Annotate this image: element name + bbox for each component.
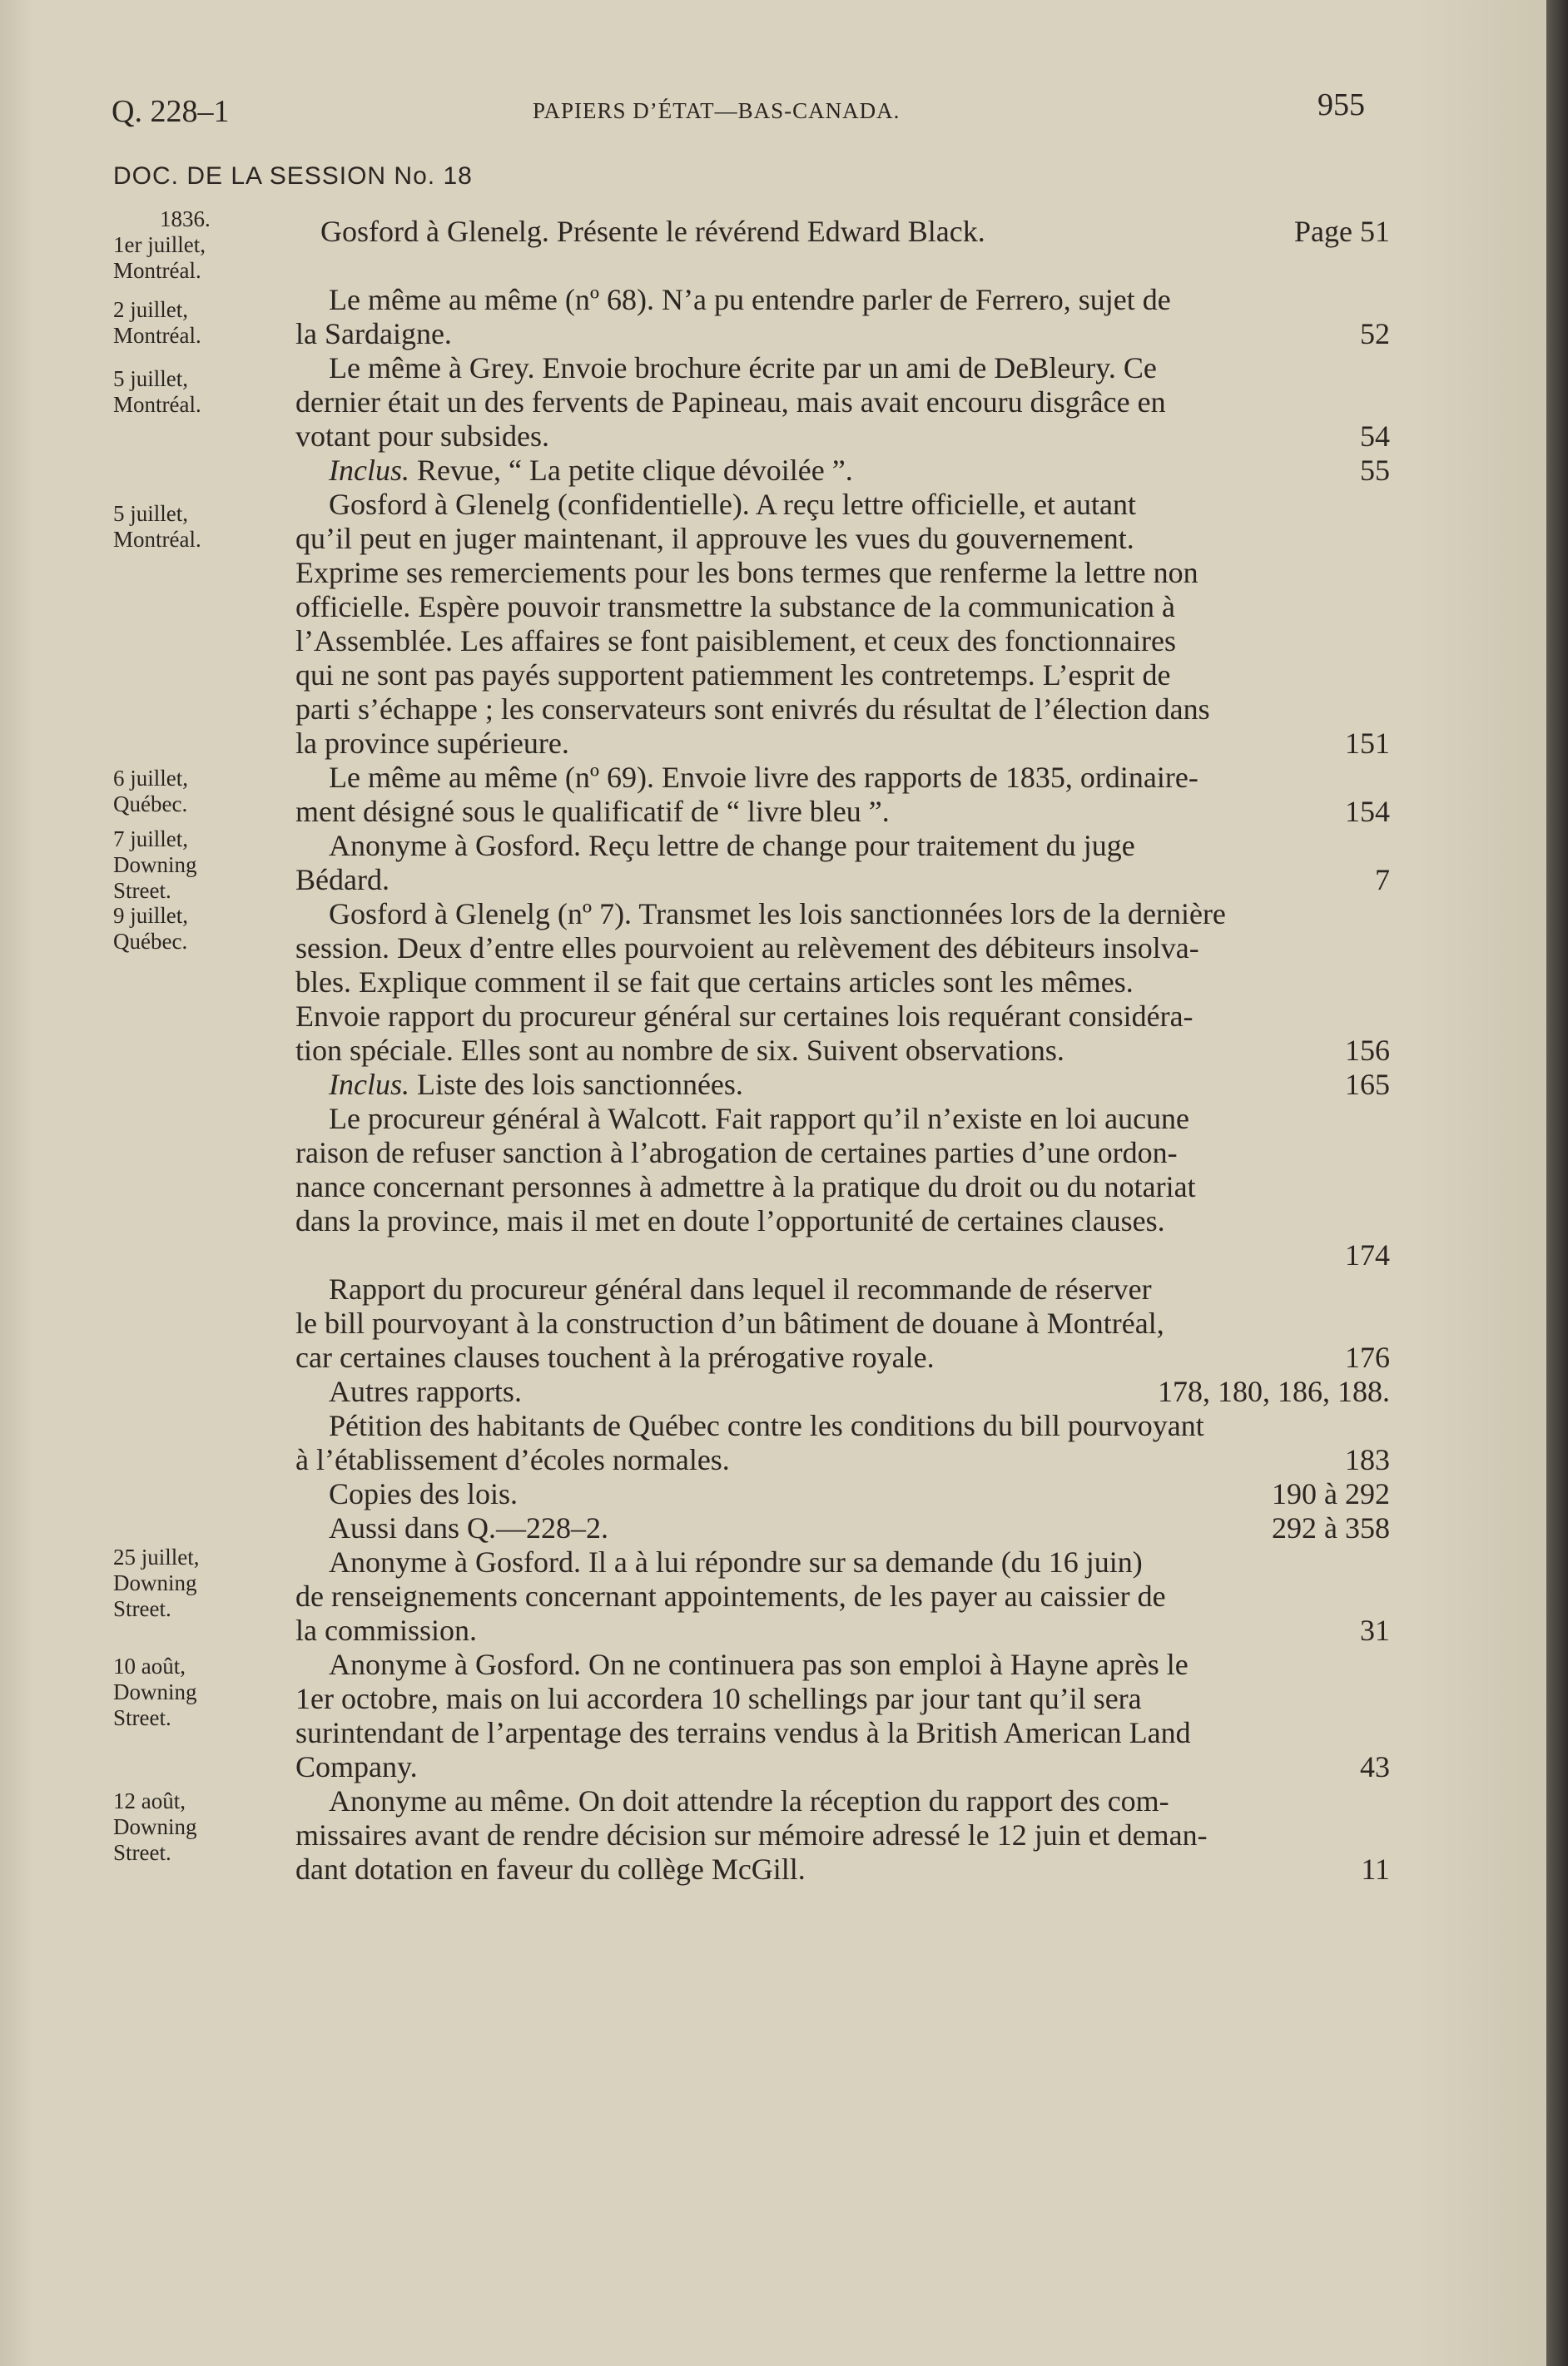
entry-line (295, 1477, 1390, 1511)
entry-text: session. Deux d’entre elles pourvoient au relèvement des débiteurs insolva- (295, 931, 1199, 965)
entry-text: dernier était un des fervents de Papineau, mais avait encouru disgrâce en (295, 385, 1166, 419)
entry-line (295, 965, 1390, 999)
entry-text: la province supérieure. (295, 727, 569, 760)
margin-date-line: Downing (113, 1814, 197, 1839)
entry-text: ment désigné sous le qualificatif de “ livre bleu ”. (295, 795, 890, 828)
entry-line (295, 1170, 1390, 1204)
margin-date (113, 766, 255, 817)
entry-line (295, 590, 1390, 624)
page-reference: 31 (1360, 1614, 1390, 1647)
entry-line (295, 1818, 1390, 1853)
entry-line (295, 1682, 1390, 1716)
entry-line (295, 727, 1390, 761)
entry-text: parti s’échappe ; les conservateurs sont enivrés du résultat de l’élection dans (295, 692, 1210, 726)
page-reference: 156 (1345, 1034, 1390, 1067)
entry-text: Le même au même (nº 68). N’a pu entendre parler de Ferrero, sujet de (329, 283, 1171, 316)
margin-date-line: 1er juillet, (113, 232, 206, 257)
entry-block (295, 283, 1390, 1887)
entry-text: Anonyme à Gosford. Il a à lui répondre sur sa demande (du 16 juin) (329, 1545, 1143, 1579)
margin-date-line: 5 juillet, (113, 501, 188, 526)
page-reference: 178, 180, 186, 188. (1158, 1375, 1390, 1408)
margin-date-line: 1836. (160, 206, 211, 231)
entry-text: de renseignements concernant appointements, de les payer au caissier de (295, 1580, 1166, 1613)
margin-date-line: 5 juillet, (113, 366, 188, 391)
entry-line (295, 1204, 1390, 1238)
entry-text: le bill pourvoyant à la construction d’un bâtiment de douane à Montréal, (295, 1307, 1164, 1340)
entry-text: Inclus. Revue, “ La petite clique dévoilée ”. (329, 454, 853, 487)
entry-line (295, 1545, 1390, 1580)
margin-date-line: Street. (113, 1840, 171, 1865)
book-binding (1546, 0, 1568, 2366)
page-reference: 11 (1361, 1853, 1390, 1886)
entry-line (295, 1136, 1390, 1170)
entry-text: Anonyme à Gosford. On ne continuera pas son emploi à Hayne après le (329, 1648, 1188, 1681)
entry-text: Le procureur général à Walcott. Fait rapport qu’il n’existe en loi aucune (329, 1102, 1190, 1135)
entry-line (295, 999, 1390, 1034)
entry-text: Exprime ses remerciements pour les bons termes que renferme la lettre non (295, 556, 1198, 589)
entry-line (295, 1716, 1390, 1750)
page-reference: 292 à 358 (1272, 1511, 1390, 1545)
entry-text: nance concernant personnes à admettre à la pratique du droit ou du notariat (295, 1170, 1196, 1203)
entry-text: Copies des lois. (329, 1477, 519, 1510)
entry-line (295, 829, 1390, 863)
margin-date-line: 25 juillet, (113, 1545, 200, 1570)
entry-line (295, 1409, 1390, 1443)
margin-date (113, 903, 255, 955)
page-reference: 7 (1375, 863, 1390, 896)
entry-text: à l’établissement d’écoles normales. (295, 1443, 730, 1476)
margin-date-line: Street. (113, 1596, 171, 1621)
margin-date-line: Street. (113, 878, 171, 903)
margin-date-line: Downing (113, 1570, 197, 1595)
entry-line (295, 1102, 1390, 1136)
entry-text: Anonyme à Gosford. Reçu lettre de change pour traitement du juge (329, 829, 1135, 862)
entry-text: 1er octobre, mais on lui accordera 10 schellings par jour tant qu’il sera (295, 1682, 1142, 1715)
entry-text: Anonyme au même. On doit attendre la réception du rapport des com- (329, 1784, 1169, 1818)
margin-date-line: Montréal. (113, 527, 201, 552)
margin-date-line: Downing (113, 852, 197, 877)
entry-text: Bédard. (295, 863, 390, 896)
entry-text: dant dotation en faveur du collège McGill. (295, 1853, 806, 1886)
entry-line (295, 1375, 1390, 1409)
entry-text: Envoie rapport du procureur général sur certaines lois requérant considéra- (295, 999, 1193, 1033)
entry-text: Gosford à Glenelg (nº 7). Transmet les lois sanctionnées lors de la dernière (329, 897, 1226, 930)
entry-line (295, 419, 1390, 454)
page-reference: 43 (1360, 1750, 1390, 1783)
entry-line (295, 1853, 1390, 1887)
margin-date-line: 6 juillet, (113, 766, 188, 791)
entry-line (295, 1580, 1390, 1614)
page-reference: 174 (1345, 1238, 1390, 1272)
entry-line (295, 1307, 1390, 1341)
entry-text: missaires avant de rendre décision sur mémoire adressé le 12 juin et deman- (295, 1818, 1208, 1852)
entry-line (295, 1034, 1390, 1068)
entry-line (295, 385, 1390, 419)
margin-date (113, 1788, 255, 1866)
margin-date-line: Montréal. (113, 258, 201, 283)
margin-date-line: Downing (113, 1679, 197, 1704)
entry-line (295, 1614, 1390, 1648)
margin-date (113, 297, 255, 349)
margin-date-line: Québec. (113, 791, 188, 816)
margin-date-line: 2 juillet, (113, 297, 188, 322)
entry-line (295, 1341, 1390, 1375)
entry-line (295, 1648, 1390, 1682)
entry-line (295, 454, 1390, 488)
entry-text: Gosford à Glenelg. Présente le révérend Edward Black. (320, 215, 985, 248)
entry-text: Gosford à Glenelg (confidentielle). A reçu lettre officielle, et autant (329, 488, 1136, 521)
entry-line (295, 897, 1390, 931)
entry-line (295, 556, 1390, 590)
page-number: 955 (1317, 87, 1365, 122)
entry-text: Autres rapports. (329, 1375, 522, 1408)
entry-line (295, 795, 1390, 829)
page-reference: 52 (1360, 317, 1390, 350)
entry-text: Rapport du procureur général dans lequel il recommande de réserver (329, 1272, 1152, 1306)
entry-line (295, 351, 1390, 385)
entry-text: officielle. Espère pouvoir transmettre la substance de la communication à (295, 590, 1175, 623)
entry-text: surintendant de l’arpentage des terrains vendus à la British American Land (295, 1716, 1191, 1749)
entry-text: car certaines clauses touchent à la prérogative royale. (295, 1341, 935, 1374)
entry-line (295, 863, 1390, 897)
entry-text: votant pour subsides. (295, 419, 549, 453)
entry-text: l’Assemblée. Les affaires se font paisiblement, et ceux des fonctionnaires (295, 624, 1176, 657)
entry-line (295, 761, 1390, 795)
margin-date (113, 206, 255, 284)
entry-line (295, 488, 1390, 522)
margin-date (113, 826, 255, 904)
entry-text: qu’il peut en juger maintenant, il approuve les vues du gouvernement. (295, 522, 1134, 555)
entry-line (295, 658, 1390, 692)
entry-text: Pétition des habitants de Québec contre les conditions du bill pourvoyant (329, 1409, 1204, 1442)
page-reference: 151 (1345, 727, 1390, 760)
entry-line (295, 1443, 1390, 1477)
entry-line (295, 317, 1390, 351)
entry-text: qui ne sont pas payés supportent patiemment les contretemps. L’esprit de (295, 658, 1171, 692)
entry-line (295, 931, 1390, 965)
page-reference: 165 (1345, 1068, 1390, 1101)
margin-date-line: Street. (113, 1705, 171, 1730)
entry-line (295, 1272, 1390, 1307)
entry-text: la commission. (295, 1614, 477, 1647)
margin-date (113, 501, 255, 553)
margin-date-line: 12 août, (113, 1788, 186, 1813)
page-reference: 55 (1360, 454, 1390, 487)
page-reference: 176 (1345, 1341, 1390, 1374)
entry-text: Le même à Grey. Envoie brochure écrite par un ami de DeBleury. Ce (329, 351, 1157, 384)
entry-line (295, 1750, 1390, 1784)
running-title: PAPIERS D’ÉTAT—BAS-CANADA. (533, 98, 901, 123)
entry-text: tion spéciale. Elles sont au nombre de six. Suivent observations. (295, 1034, 1064, 1067)
margin-date-line: Montréal. (113, 392, 201, 417)
margin-date (113, 366, 255, 418)
entry-text: Aussi dans Q.—228–2. (329, 1511, 609, 1545)
entry-line (295, 1511, 1390, 1545)
page-reference: 183 (1345, 1443, 1390, 1476)
margin-date-line: Québec. (113, 929, 188, 954)
entry-line (295, 692, 1390, 727)
entry-line (295, 624, 1390, 658)
margin-date (113, 1545, 255, 1622)
page-reference: 54 (1360, 419, 1390, 453)
entry-text: Company. (295, 1750, 418, 1783)
entry-text: la Sardaigne. (295, 317, 452, 350)
entry-line (295, 1238, 1390, 1272)
margin-date (113, 1654, 255, 1731)
margin-date-line: Montréal. (113, 323, 201, 348)
entry-line (295, 1068, 1390, 1102)
document-reference: Q. 228–1 (112, 94, 230, 129)
entry-text: Inclus. Liste des lois sanctionnées. (329, 1068, 743, 1101)
margin-date-line: 9 juillet, (113, 903, 188, 928)
session-heading: DOC. DE LA SESSION No. 18 (113, 162, 473, 190)
entry-text: bles. Explique comment il se fait que certains articles sont les mêmes. (295, 965, 1134, 999)
entry-text: raison de refuser sanction à l’abrogation de certaines parties d’une ordon- (295, 1136, 1178, 1169)
page-reference: 190 à 292 (1272, 1477, 1390, 1510)
page-reference: Page 51 (1294, 215, 1390, 248)
margin-date-line: 7 juillet, (113, 826, 188, 851)
entry-line (295, 522, 1390, 556)
margin-date-line: 10 août, (113, 1654, 186, 1679)
entry-text: Le même au même (nº 69). Envoie livre des rapports de 1835, ordinaire- (329, 761, 1198, 794)
entry-line (320, 215, 1390, 249)
entry-line (295, 1784, 1390, 1818)
page-reference: 154 (1345, 795, 1390, 828)
entry-line (295, 283, 1390, 317)
entry-text: dans la province, mais il met en doute l’opportunité de certaines clauses. (295, 1204, 1165, 1238)
